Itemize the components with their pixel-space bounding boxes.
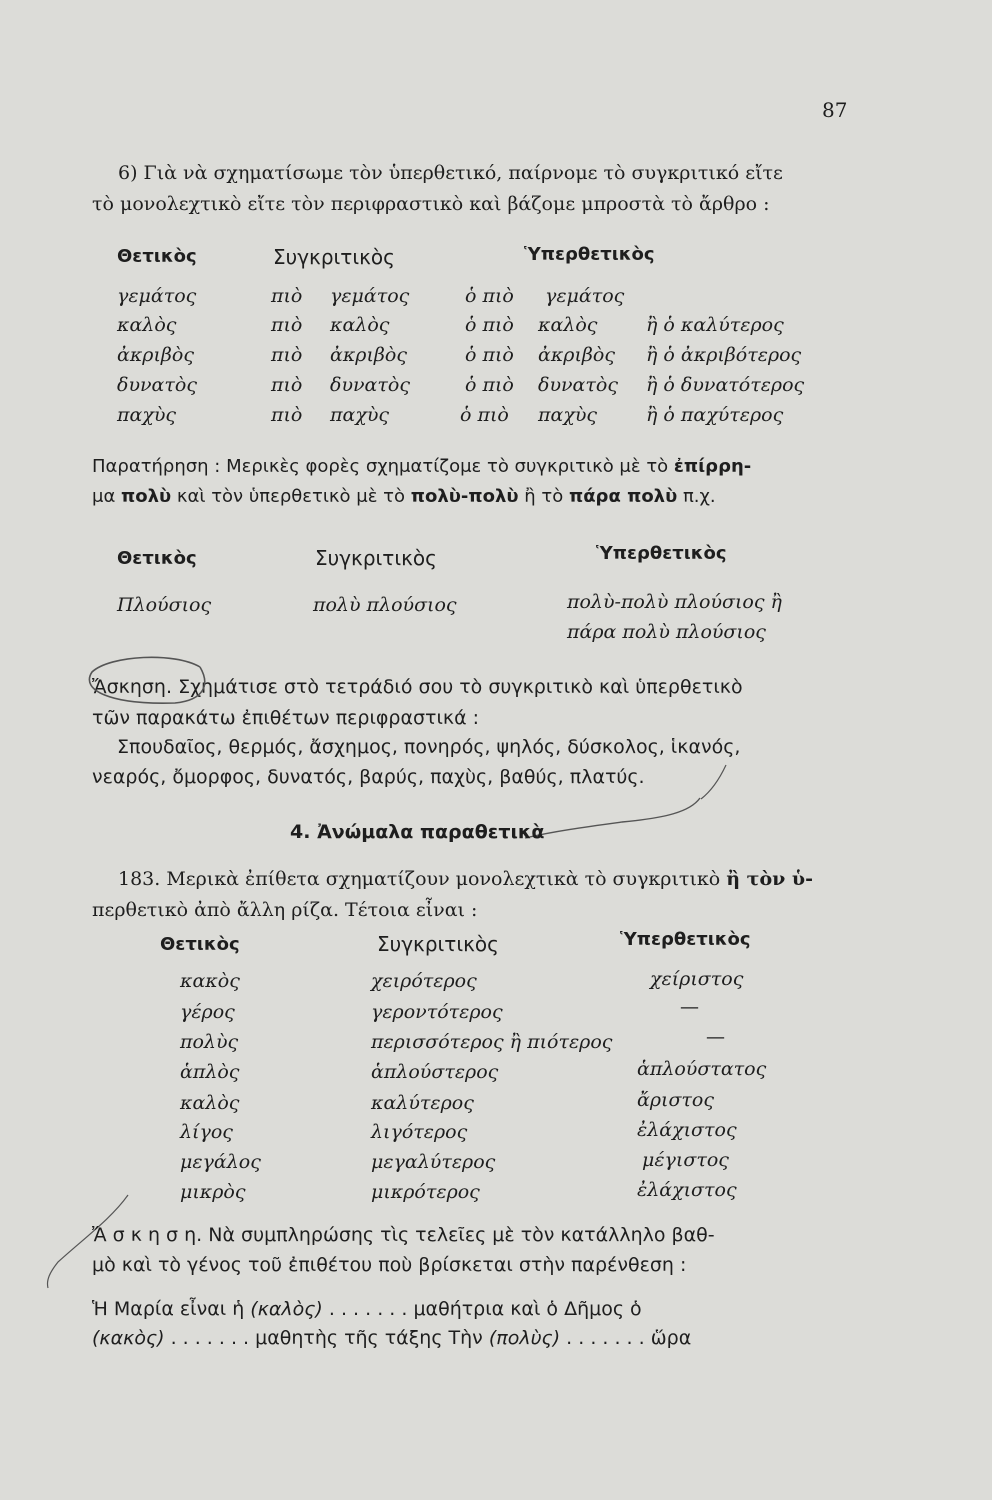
table3-positive: ἁπλὸς <box>180 1061 240 1083</box>
table3-superlative: χείριστος <box>650 968 744 990</box>
exercise2-line-2: μὸ καὶ τὸ γένος τοῦ ἐπιθέτου ποὺ βρίσκεται στὴν παρένθεση : <box>92 1254 687 1276</box>
table3-superlative: — <box>706 1026 725 1048</box>
table1-alternative: ἢ ὁ δυνατότερος <box>646 374 805 396</box>
table3-comparative: μικρότερος <box>371 1181 480 1203</box>
table1-header-comparative: Συγκριτικὸς <box>273 245 395 269</box>
table3-positive: κακὸς <box>180 970 240 992</box>
exercise2-line-4 <box>92 1327 691 1349</box>
table3-positive: καλὸς <box>180 1092 240 1114</box>
exercise1-label: Ἄσκηση. <box>92 676 173 698</box>
table1-comparative: γεμάτος <box>330 285 410 307</box>
table1-superlative: ὁ πιὸ <box>465 374 514 396</box>
exercise2-hint: (κακὸς) <box>92 1327 165 1349</box>
table1-superlative-word: δυνατὸς <box>538 374 618 396</box>
table1-superlative: ὁ πιὸ <box>465 344 514 366</box>
note-bold-term: ἐπίρρη- <box>673 456 752 477</box>
table3-comparative: ἁπλούστερος <box>371 1061 499 1083</box>
exercise2-hint: (καλὸς) <box>250 1298 323 1320</box>
pencil-circle-mark <box>89 657 204 703</box>
table1-positive: ἀκριβὸς <box>117 344 194 366</box>
table3-positive: μικρὸς <box>180 1181 246 1203</box>
exercise1-line-3: Σπουδαῖος, θερμός, ἄσχημος, πονηρός, ψηλός, δύσκολος, ἱκανός, <box>117 736 741 758</box>
table1-superlative: ὁ πιὸ <box>465 285 514 307</box>
table3-comparative: χειρότερος <box>371 970 477 992</box>
table3-comparative: λιγότερος <box>371 1121 468 1143</box>
table1-positive: γεμάτος <box>117 285 197 307</box>
note-bold-term: πολὺ-πολὺ <box>410 486 519 507</box>
note-text: Παρατήρηση : Μερικὲς φορὲς σχηματίζομε τὸ συγκριτικὸ μὲ τὸ <box>92 456 674 477</box>
para-b-line-1: 6) Γιὰ νὰ σχηματίσωμε τὸν ὑπερθετικό, παίρνομε τὸ συγκριτικό εἴτε <box>118 162 783 184</box>
para183-line-1 <box>118 868 813 890</box>
table3-positive: λίγος <box>180 1121 233 1143</box>
para183-bold-text: ἢ τὸν ὑ- <box>726 868 814 890</box>
note-text: μα <box>92 486 122 507</box>
table1-positive: παχὺς <box>117 404 177 426</box>
exercise1-text: Σχημάτισε στὸ τετράδιό σου τὸ συγκριτικὸ καὶ ὑπερθετικὸ <box>178 676 743 698</box>
note-bold-term: πολὺ <box>121 486 172 507</box>
exercise2-text: . . . . . . . ὥρα <box>560 1327 692 1349</box>
table1-pio: πιὸ <box>271 344 303 366</box>
table1-header-positive: Θετικὸς <box>117 246 197 267</box>
table3-header-comparative: Συγκριτικὸς <box>377 932 499 956</box>
table1-alternative: ἢ ὁ παχύτερος <box>646 404 784 426</box>
table1-alternative: ἢ ὁ ἀκριβότερος <box>646 344 802 366</box>
table3-header-positive: Θετικὸς <box>160 934 240 955</box>
table3-header-superlative: Ὑπερθετικὸς <box>620 929 751 950</box>
table3-superlative: ἁπλούστατος <box>637 1058 767 1080</box>
table3-comparative: γεροντότερος <box>371 1001 503 1023</box>
table3-superlative: ἐλάχιστος <box>637 1179 737 1201</box>
note-bold-term: πάρα πολὺ <box>568 486 678 507</box>
table3-superlative: ἐλάχιστος <box>637 1119 737 1141</box>
table1-positive: καλὸς <box>117 314 177 336</box>
pencil-tick-mark <box>701 765 726 799</box>
table3-superlative: μέγιστος <box>642 1149 729 1171</box>
table1-superlative-word: ἀκριβὸς <box>538 344 615 366</box>
table1-pio: πιὸ <box>271 314 303 336</box>
table3-positive: μεγάλος <box>180 1151 261 1173</box>
section-number: 4. <box>290 821 311 843</box>
exercise2-line-1: Ἄ σ κ η σ η. Νὰ συμπληρώσης τὶς τελεῖες μὲ τὸν κατάλληλο βαθ- <box>92 1224 715 1246</box>
table1-comparative: δυνατὸς <box>330 374 410 396</box>
page-number: 87 <box>822 98 848 122</box>
table3-superlative: — <box>680 996 699 1018</box>
note-text: π.χ. <box>677 486 716 507</box>
table2-superlative-line-2: πάρα πολὺ πλούσιος <box>567 621 766 643</box>
table3-positive: γέρος <box>180 1001 235 1023</box>
table2-positive: Πλούσιος <box>117 594 212 616</box>
table1-comparative: ἀκριβὸς <box>330 344 407 366</box>
para-b-line-2: τὸ μονολεχτικὸ εἴτε τὸν περιφραστικὸ καὶ βάζομε μπροστὰ τὸ ἄρθρο : <box>92 193 770 215</box>
pencil-stroke-mark <box>525 798 700 838</box>
table3-comparative: μεγαλύτερος <box>371 1151 496 1173</box>
section-title: Ἀνώμαλα παραθετικὰ <box>317 821 545 843</box>
para183-line-2: περθετικὸ ἀπὸ ἄλλη ρίζα. Τέτοια εἶναι : <box>92 899 478 921</box>
table1-superlative: ὁ πιὸ <box>465 314 514 336</box>
exercise1-line-4: νεαρός, ὄμορφος, δυνατός, βαρύς, παχὺς, βαθύς, πλατύς. <box>92 766 645 788</box>
table3-comparative: περισσότερος ἢ πιότερος <box>371 1031 613 1053</box>
note-text: καὶ τὸν ὑπερθετικὸ μὲ τὸ <box>171 486 411 507</box>
table1-comparative: παχὺς <box>330 404 390 426</box>
table1-pio: πιὸ <box>271 404 303 426</box>
table1-header-superlative: Ὑπερθετικὸς <box>524 244 655 265</box>
table1-alternative: ἢ ὁ καλύτερος <box>646 314 784 336</box>
exercise2-text: . . . . . . . μαθητὴς τῆς τάξης Τὴν <box>164 1327 489 1349</box>
table1-pio: πιὸ <box>271 285 303 307</box>
table3-comparative: καλύτερος <box>371 1092 474 1114</box>
para183-text: 183. Μερικὰ ἐπίθετα σχηματίζουν μονολεχτικὰ τὸ συγκριτικὸ <box>118 868 727 890</box>
section-heading <box>290 821 544 843</box>
table1-superlative: ὁ πιὸ <box>460 404 509 426</box>
table2-header-positive: Θετικὸς <box>117 548 197 569</box>
table1-pio: πιὸ <box>271 374 303 396</box>
table1-superlative-word: καλὸς <box>538 314 598 336</box>
note-text: ἢ τὸ <box>518 486 569 507</box>
table2-header-superlative: Ὑπερθετικὸς <box>596 543 727 564</box>
table2-header-comparative: Συγκριτικὸς <box>315 546 437 570</box>
table1-comparative: καλὸς <box>330 314 390 336</box>
table1-positive: δυνατὸς <box>117 374 197 396</box>
table1-superlative-word: γεμάτος <box>545 285 625 307</box>
exercise2-hint: (πολὺς) <box>488 1327 561 1349</box>
table2-comparative: πολὺ πλούσιος <box>313 594 457 616</box>
table2-superlative-line-1: πολὺ-πολὺ πλούσιος ἢ <box>567 591 782 613</box>
table3-positive: πολὺς <box>180 1031 239 1053</box>
table1-superlative-word: παχὺς <box>538 404 598 426</box>
exercise2-text: . . . . . . . μαθήτρια καὶ ὁ Δῆμος ὁ <box>322 1298 642 1320</box>
exercise2-text: Ἡ Μαρία εἶναι ἡ <box>92 1298 251 1320</box>
exercise1-line-2: τῶν παρακάτω ἐπιθέτων περιφραστικά : <box>92 707 480 729</box>
exercise2-line-3 <box>92 1298 642 1320</box>
table3-superlative: ἄριστος <box>637 1089 715 1111</box>
